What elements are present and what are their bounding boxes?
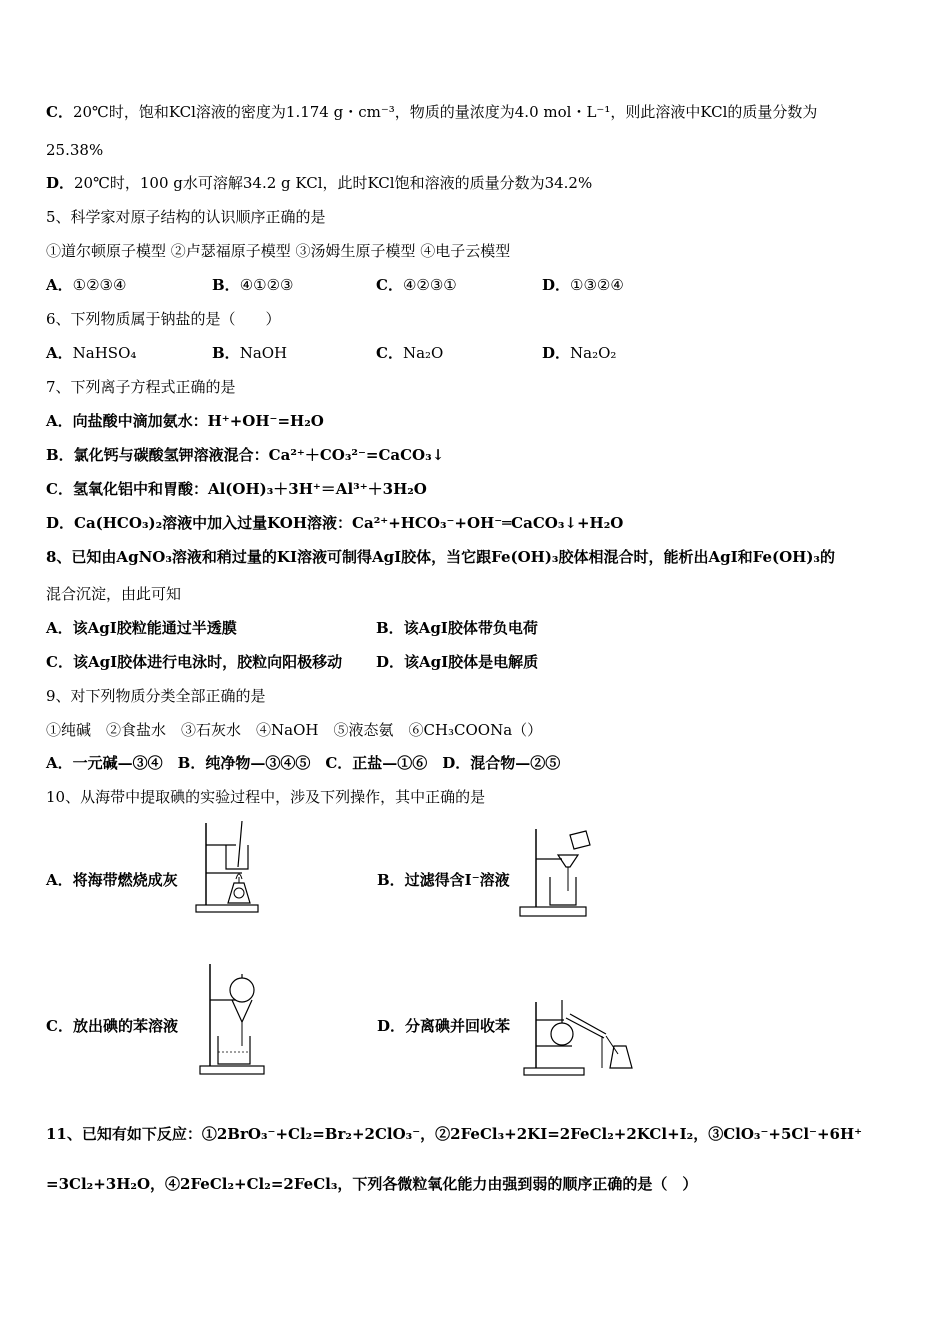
q5-stem: 5、科学家对原子结构的认识顺序正确的是 (46, 208, 326, 226)
separatory-funnel-figure (196, 960, 272, 1078)
q6-option-b[interactable]: B．NaOH (212, 344, 288, 362)
q6-option-c[interactable]: C．Na₂O (376, 344, 444, 362)
q5-option-c[interactable]: C．④②③① (376, 276, 457, 294)
q10-stem: 10、从海带中提取碘的实验过程中，涉及下列操作，其中正确的是 (46, 788, 486, 806)
q9-stem: 9、对下列物质分类全部正确的是 (46, 687, 266, 705)
q5-option-b[interactable]: B．④①②③ (212, 276, 294, 294)
d-label: D． (46, 174, 75, 192)
q11-stem-line1: 11、已知有如下反应：①2BrO₃⁻+Cl₂=Br₂+2ClO₃⁻，②2FeCl₃+2KI=2FeCl₂+2KCl+I₂，③ClO₃⁻+5Cl⁻+6H⁺ (46, 1125, 863, 1143)
q10-option-a[interactable]: A．将海带燃烧成灰 (46, 871, 178, 889)
q10-option-d[interactable]: D．分离碘并回收苯 (377, 1017, 511, 1035)
q11-stem-line2: =3Cl₂+3H₂O，④2FeCl₂+Cl₂=2FeCl₃，下列各微粒氧化能力由强到弱的顺序正确的是（ ） (46, 1175, 698, 1193)
c-option-line (46, 102, 817, 122)
q7-option-c[interactable]: C．氢氧化铝中和胃酸：Al(OH)₃＋3H⁺＝Al³⁺＋3H₂O (46, 480, 427, 498)
q9-options[interactable]: A．一元碱—③④ B．纯净物—③④⑤ C．正盐—①⑥ D．混合物—②⑤ (46, 754, 561, 772)
q7-option-d[interactable]: D．Ca(HCO₃)₂溶液中加入过量KOH溶液：Ca²⁺+HCO₃⁻+OH⁻═CaCO₃↓+H₂O (46, 514, 624, 532)
q8-option-a[interactable]: A．该AgI胶粒能通过半透膜 (46, 619, 237, 637)
q5-option-d[interactable]: D．①③②④ (542, 276, 624, 294)
q6-option-d[interactable]: D．Na₂O₂ (542, 344, 617, 362)
c-text: 20℃时，饱和KCl溶液的密度为1.174 g・cm⁻³，物质的量浓度为4.0 mol・L⁻¹，则此溶液中KCl的质量分数为 (72, 103, 818, 121)
q8-option-c[interactable]: C．该AgI胶体进行电泳时，胶粒向阳极移动 (46, 653, 343, 671)
q5-items: ①道尔顿原子模型 ②卢瑟福原子模型 ③汤姆生原子模型 ④电子云模型 (46, 242, 511, 260)
q7-stem: 7、下列离子方程式正确的是 (46, 378, 236, 396)
distillation-apparatus-figure (522, 996, 638, 1078)
c-label: C． (46, 103, 73, 121)
q6-option-a[interactable]: A．NaHSO₄ (46, 344, 137, 362)
q5-option-a[interactable]: A．①②③④ (46, 276, 127, 294)
q8-option-d[interactable]: D．该AgI胶体是电解质 (376, 653, 539, 671)
d-option-line (46, 173, 592, 193)
q10-option-b[interactable]: B．过滤得含I⁻溶液 (377, 871, 510, 889)
q7-option-b[interactable]: B．氯化钙与碳酸氢钾溶液混合：Ca²⁺＋CO₃²⁻=CaCO₃↓ (46, 446, 445, 464)
d-text: 20℃时，100 g水可溶解34.2 g KCl，此时KCl饱和溶液的质量分数为34.2% (74, 174, 593, 192)
filtration-apparatus-figure (518, 825, 600, 920)
q10-option-c[interactable]: C．放出碘的苯溶液 (46, 1017, 178, 1035)
q8-stem-line2: 混合沉淀，由此可知 (46, 585, 182, 603)
q8-option-b[interactable]: B．该AgI胶体带负电荷 (376, 619, 538, 637)
burning-apparatus-figure (192, 817, 272, 915)
q8-stem-line1: 8、已知由AgNO₃溶液和稍过量的KI溶液可制得AgI胶体，当它跟Fe(OH)₃胶体相混合时，能析出AgI和Fe(OH)₃的 (46, 548, 836, 566)
q9-items: ①纯碱 ②食盐水 ③石灰水 ④NaOH ⑤液态氨 ⑥CH₃COONa（） (46, 721, 543, 739)
c-option-continuation: 25.38% (46, 141, 104, 159)
q6-stem: 6、下列物质属于钠盐的是（ ） (46, 310, 281, 328)
q7-option-a[interactable]: A．向盐酸中滴加氨水：H⁺+OH⁻=H₂O (46, 412, 324, 430)
